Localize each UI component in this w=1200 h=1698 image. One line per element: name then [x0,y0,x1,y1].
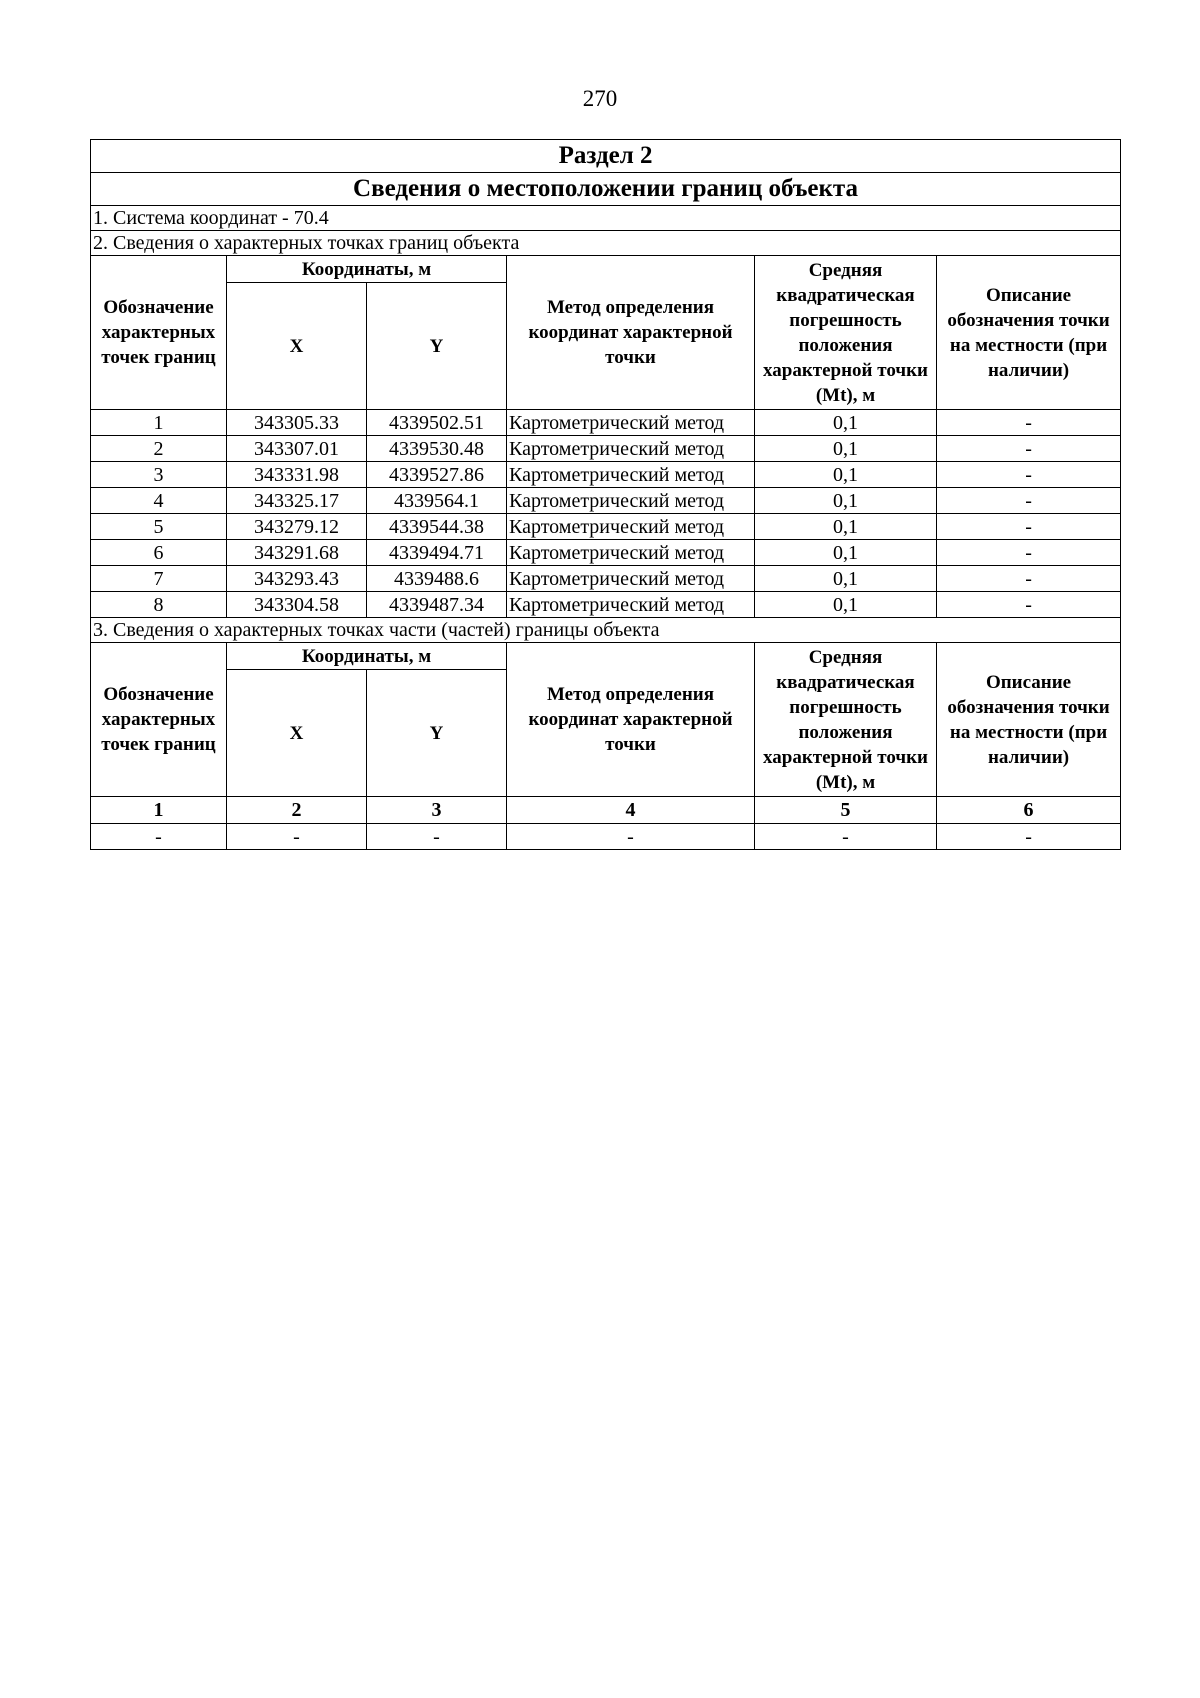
point-description: - [937,592,1121,618]
point-x: 343305.33 [227,410,367,436]
column-number: 1 [91,797,227,824]
point-method: Картометрический метод [507,410,755,436]
header-x: X [227,670,367,797]
table-row [91,592,1121,618]
header-coordinates: Координаты, м [227,256,507,283]
header-designation: Обозначение характерных точек границ [91,256,227,410]
table-row [91,462,1121,488]
coord-system-label: 1. Система координат - 70.4 [91,206,1121,231]
point-x: 343331.98 [227,462,367,488]
column-number-row [91,797,1121,824]
point-method: Картометрический метод [507,566,755,592]
header-description: Описание обозначения точки на местности (при наличии) [937,643,1121,797]
point-method: Картометрический метод [507,436,755,462]
column-number: 2 [227,797,367,824]
column-number: 3 [367,797,507,824]
point-mt: 0,1 [755,436,937,462]
header-y: Y [367,670,507,797]
point-y: 4339494.71 [367,540,507,566]
header-y: Y [367,283,507,410]
table-row [91,566,1121,592]
point-y: 4339544.38 [367,514,507,540]
point-mt: 0,1 [755,592,937,618]
point-x: 343279.12 [227,514,367,540]
point-method: - [507,824,755,850]
point-mt: 0,1 [755,566,937,592]
point-y: 4339488.6 [367,566,507,592]
boundary-table [90,139,1121,850]
point-mt: 0,1 [755,514,937,540]
column-number: 6 [937,797,1121,824]
header-method: Метод определения координат характерной точки [507,256,755,410]
point-number: - [91,824,227,850]
point-method: Картометрический метод [507,514,755,540]
point-number: 8 [91,592,227,618]
point-y: - [367,824,507,850]
point-x: 343291.68 [227,540,367,566]
point-x: 343325.17 [227,488,367,514]
part3-title: 3. Сведения о характерных точках части (частей) границы объекта [91,618,1121,643]
point-x: 343304.58 [227,592,367,618]
point-y: 4339530.48 [367,436,507,462]
section-title: Раздел 2 [91,140,1121,173]
page-number: 270 [582,86,618,111]
point-number: 5 [91,514,227,540]
point-number: 6 [91,540,227,566]
header-coordinates: Координаты, м [227,643,507,670]
point-description: - [937,410,1121,436]
point-description: - [937,488,1121,514]
header-designation: Обозначение характерных точек границ [91,643,227,797]
table-row [91,824,1121,850]
point-x: 343307.01 [227,436,367,462]
point-number: 7 [91,566,227,592]
point-method: Картометрический метод [507,462,755,488]
point-mt: - [755,824,937,850]
point-number: 1 [91,410,227,436]
point-mt: 0,1 [755,410,937,436]
table-row [91,514,1121,540]
point-description: - [937,540,1121,566]
point-method: Картометрический метод [507,592,755,618]
header-method: Метод определения координат характерной точки [507,643,755,797]
table-row [91,410,1121,436]
point-y: 4339487.34 [367,592,507,618]
point-description: - [937,566,1121,592]
point-description: - [937,514,1121,540]
header-description: Описание обозначения точки на местности (при наличии) [937,256,1121,410]
point-number: 2 [91,436,227,462]
table-row [91,540,1121,566]
point-y: 4339527.86 [367,462,507,488]
point-y: 4339564.1 [367,488,507,514]
column-number: 4 [507,797,755,824]
point-description: - [937,436,1121,462]
table-row [91,436,1121,462]
point-number: 3 [91,462,227,488]
point-x: 343293.43 [227,566,367,592]
header-error: Средняя квадратическая погрешность положения характерной точки (Mt), м [755,643,937,797]
table-row [91,488,1121,514]
point-method: Картометрический метод [507,540,755,566]
point-y: 4339502.51 [367,410,507,436]
column-number: 5 [755,797,937,824]
point-mt: 0,1 [755,540,937,566]
point-mt: 0,1 [755,488,937,514]
point-mt: 0,1 [755,462,937,488]
point-number: 4 [91,488,227,514]
point-method: Картометрический метод [507,488,755,514]
point-description: - [937,462,1121,488]
point-x: - [227,824,367,850]
part2-title: 2. Сведения о характерных точках границ объекта [91,231,1121,256]
point-description: - [937,824,1121,850]
section-subtitle: Сведения о местоположении границ объекта [91,173,1121,206]
header-error: Средняя квадратическая погрешность положения характерной точки (Mt), м [755,256,937,410]
header-x: X [227,283,367,410]
